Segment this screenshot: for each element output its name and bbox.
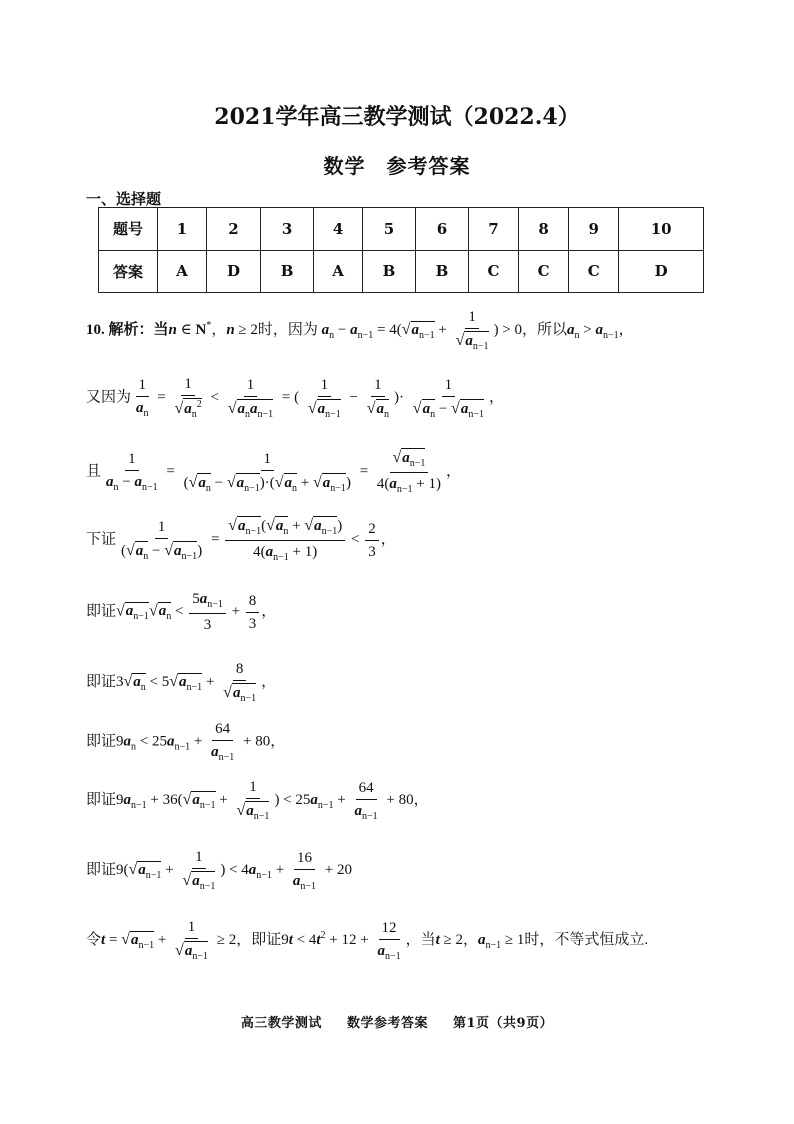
table-cell-number: 9 [569, 208, 619, 251]
table-row-numbers [99, 208, 704, 251]
table-cell-answer: C [519, 250, 569, 293]
solution-line-10: 令$t = √a_{n-1}$ + $\frac{1}{√a_{n-1}}$ ≥ 2，即证$9t < 4t^2 + 12$ + $\frac{12}{a_{n-1}}$ ，当t ≥ 2，$a_{n-1} \ge 1$时，不等式恒成立. [86, 919, 649, 962]
table-cell-answer: A [314, 250, 363, 293]
table-cell-answer: B [261, 250, 314, 293]
section-heading: 一、选择题 [86, 190, 162, 208]
table-cell-number: 8 [519, 208, 569, 251]
ie-label: 即证 [86, 861, 117, 878]
solution-line-5: 即证$√a_{n-1}√a_n$ < $\frac{5a_{n-1}}{3}$ + $\frac{8}{3}$ ， [86, 591, 277, 633]
solution-line-3: 且 $\frac{1}{a_n - a_{n-1}}$ = $\frac{1}{(√a_n - √a_{n-1})\cdot(√a_n + √a_{n-1})}$ = $\frac{√a_{n-1}}{4(a_{n-1} + 1)}$ ， [86, 449, 462, 495]
table-cell-number: 4 [314, 208, 363, 251]
solution-line-2: 又因为 $\frac{1}{a_n}$ = $\frac{1}{√a_n^2}$ < $\frac{1}{√a_na_{n-1}}$ = ( $\frac{1}{√a_{n-1}}$ − $\frac{1}{√a_n}$ )· $\frac{1}{√a_n - √a_{n-1}}$ ， [86, 376, 504, 420]
table-cell-answer: B [415, 250, 468, 293]
table-cell-number: 3 [261, 208, 314, 251]
table-cell-answer: C [569, 250, 619, 293]
table-cell-number: 5 [363, 208, 416, 251]
conclusion: 时，不等式恒成立. [524, 931, 649, 948]
let-tail: ，即证 [236, 931, 282, 948]
table-cell-number: 6 [415, 208, 468, 251]
ie-label: 即证 [86, 603, 117, 620]
document-subtitle: 数学 参考答案 [323, 154, 471, 178]
solution-line-9: 即证$9(√a_{n-1}$ + $\frac{1}{√a_{n-1}}$ ) < $4a_{n-1}$ + $\frac{16}{a_{n-1}}$ + 20 [86, 849, 353, 892]
ie-label: 即证 [86, 673, 117, 690]
table-cell-label: 答案 [99, 250, 158, 293]
table-cell-answer: A [158, 250, 207, 293]
table-cell-number: 1 [158, 208, 207, 251]
q10-cond: 时，因为 [257, 321, 318, 338]
table-cell-label: 题号 [99, 208, 158, 251]
ie-label: 即证 [86, 733, 117, 750]
table-cell-number: 2 [206, 208, 260, 251]
let-label: 令 [86, 931, 102, 948]
and-label: 且 [86, 463, 102, 480]
table-cell-answer: D [619, 250, 704, 293]
page-footer [0, 1012, 794, 1031]
solution-line-7: 即证$9a_n < 25a_{n-1}$ + $\frac{64}{a_{n-1}}$ + 80， [86, 721, 286, 763]
footer-page-number: 第1页（共9页） [453, 1016, 554, 1031]
solution-line-4: 下证 $\frac{1}{(√a_n - √a_{n-1})}$ = $\frac{√a_{n-1}(√a_n + √a_{n-1})}{4(a_{n-1} + 1)}$ < $\frac{2}{3}$ ， [86, 517, 396, 563]
footer-left: 高三教学测试 [240, 1016, 322, 1031]
footer-middle: 数学参考答案 [346, 1016, 428, 1031]
table-cell-answer: B [363, 250, 416, 293]
table-cell-number: 7 [468, 208, 518, 251]
when-label: ，当 [405, 931, 436, 948]
prove-label: 下证 [86, 531, 117, 548]
answer-table [98, 207, 704, 293]
table-row-answers [99, 250, 704, 293]
table-cell-number: 10 [619, 208, 704, 251]
solution-line-1: 10. 解析：当n ∈ N*，n ≥ 2时，因为 $a_n - a_{n-1} = 4(√a_{n-1}$ + $\frac{1}{√a_{n-1}}$ ) > 0，所以$a_n > a_{n-1}$， [86, 309, 634, 352]
document-title: 2021学年高三教学测试（2022.4） [214, 104, 580, 130]
q10-so: ，所以 [522, 321, 568, 338]
table-cell-answer: C [468, 250, 518, 293]
q10-intro: 10. 解析：当 [86, 321, 169, 338]
solution-line-6: 即证$3√a_n < 5√a_{n-1}$ + $\frac{8}{√a_{n-1}}$ ， [86, 661, 277, 704]
again-label: 又因为 [86, 389, 132, 406]
solution-line-8: 即证$9a_{n-1} + 36(√a_{n-1}$ + $\frac{1}{√a_{n-1}}$ ) < $25a_{n-1}$ + $\frac{64}{a_{n-1}}$ + 80， [86, 779, 429, 822]
ie-label: 即证 [86, 791, 117, 808]
table-cell-answer: D [206, 250, 260, 293]
